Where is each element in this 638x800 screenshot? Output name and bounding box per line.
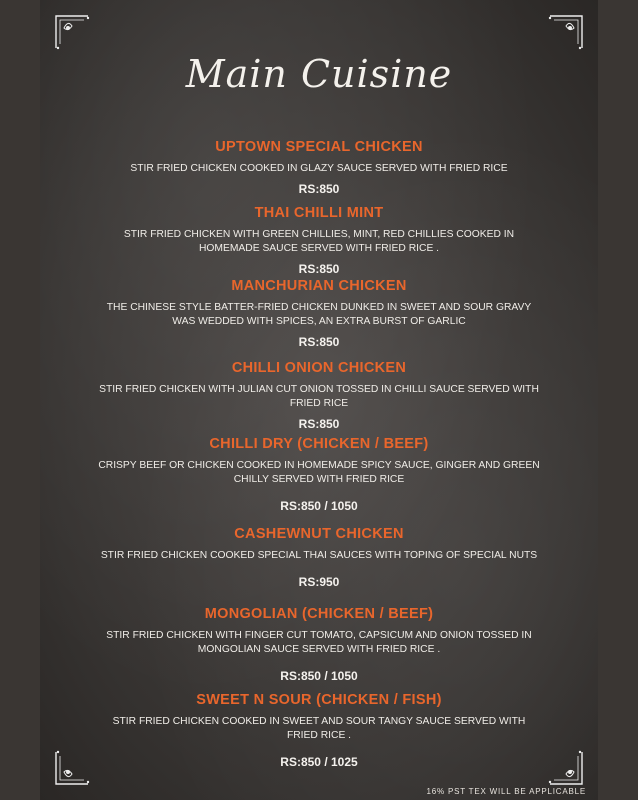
menu-board (40, 0, 598, 800)
menu-title: Main Cuisine (185, 52, 453, 96)
item-price: RS:850 / 1050 (280, 669, 358, 683)
menu-item (40, 360, 598, 431)
item-description: STIR FRIED CHICKEN COOKED SPECIAL THAI SAUCES WITH TOPING OF SPECIAL NUTS (100, 550, 538, 561)
item-name: CASHEWNUT CHICKEN (234, 526, 404, 542)
ornamental-corner-icon (548, 14, 584, 50)
item-name: CHILLI ONION CHICKEN (231, 360, 407, 376)
menu-item (40, 139, 598, 196)
right-border (598, 0, 638, 800)
ornamental-corner-icon (54, 14, 90, 50)
item-description: THE CHINESE STYLE BATTER-FRIED CHICKEN DUNKED IN SWEET AND SOUR GRAVY WAS WEDDED WITH SPICES, AN EXTRA BURST OF GARLIC (106, 302, 532, 327)
menu-item (40, 278, 598, 349)
item-price: RS:850 (298, 335, 340, 349)
item-name: MANCHURIAN CHICKEN (231, 278, 407, 294)
item-price: RS:950 (298, 575, 340, 589)
menu-item (40, 205, 598, 276)
menu-item (40, 526, 598, 589)
item-name: THAI CHILLI MINT (254, 205, 384, 221)
item-name: SWEET N SOUR (CHICKEN / FISH) (196, 692, 442, 708)
item-description: CRISPY BEEF OR CHICKEN COOKED IN HOMEMADE SPICY SAUCE, GINGER AND GREEN CHILLY SERVED WITH FRIED RICE (98, 460, 540, 485)
item-description: STIR FRIED CHICKEN WITH GREEN CHILLIES, MINT, RED CHILLIES COOKED IN HOMEMADE SAUCE SERVED WITH FRIED RICE . (123, 229, 515, 254)
item-name: CHILLI DRY (CHICKEN / BEEF) (209, 436, 429, 452)
left-border (0, 0, 40, 800)
tax-note: 16% PST TEX WILL BE APPLICABLE (426, 787, 586, 796)
item-price: RS:850 (298, 417, 340, 431)
item-description: STIR FRIED CHICKEN WITH JULIAN CUT ONION TOSSED IN CHILLI SAUCE SERVED WITH FRIED RICE (99, 384, 539, 409)
menu-item (40, 436, 598, 513)
menu-item (40, 692, 598, 769)
item-name: MONGOLIAN (CHICKEN / BEEF) (204, 606, 434, 622)
item-name: UPTOWN SPECIAL CHICKEN (215, 139, 423, 155)
item-description: STIR FRIED CHICKEN COOKED IN SWEET AND SOUR TANGY SAUCE SERVED WITH FRIED RICE . (112, 716, 526, 741)
item-price: RS:850 (298, 182, 340, 196)
item-description: STIR FRIED CHICKEN COOKED IN GLAZY SAUCE SERVED WITH FRIED RICE (130, 163, 508, 174)
item-price: RS:850 (298, 262, 340, 276)
item-price: RS:850 / 1050 (280, 499, 358, 513)
item-price: RS:850 / 1025 (280, 755, 358, 769)
menu-item (40, 606, 598, 683)
item-description: STIR FRIED CHICKEN WITH FINGER CUT TOMATO, CAPSICUM AND ONION TOSSED IN MONGOLIAN SAUCE SERVED WITH FRIED RICE . (106, 630, 532, 655)
